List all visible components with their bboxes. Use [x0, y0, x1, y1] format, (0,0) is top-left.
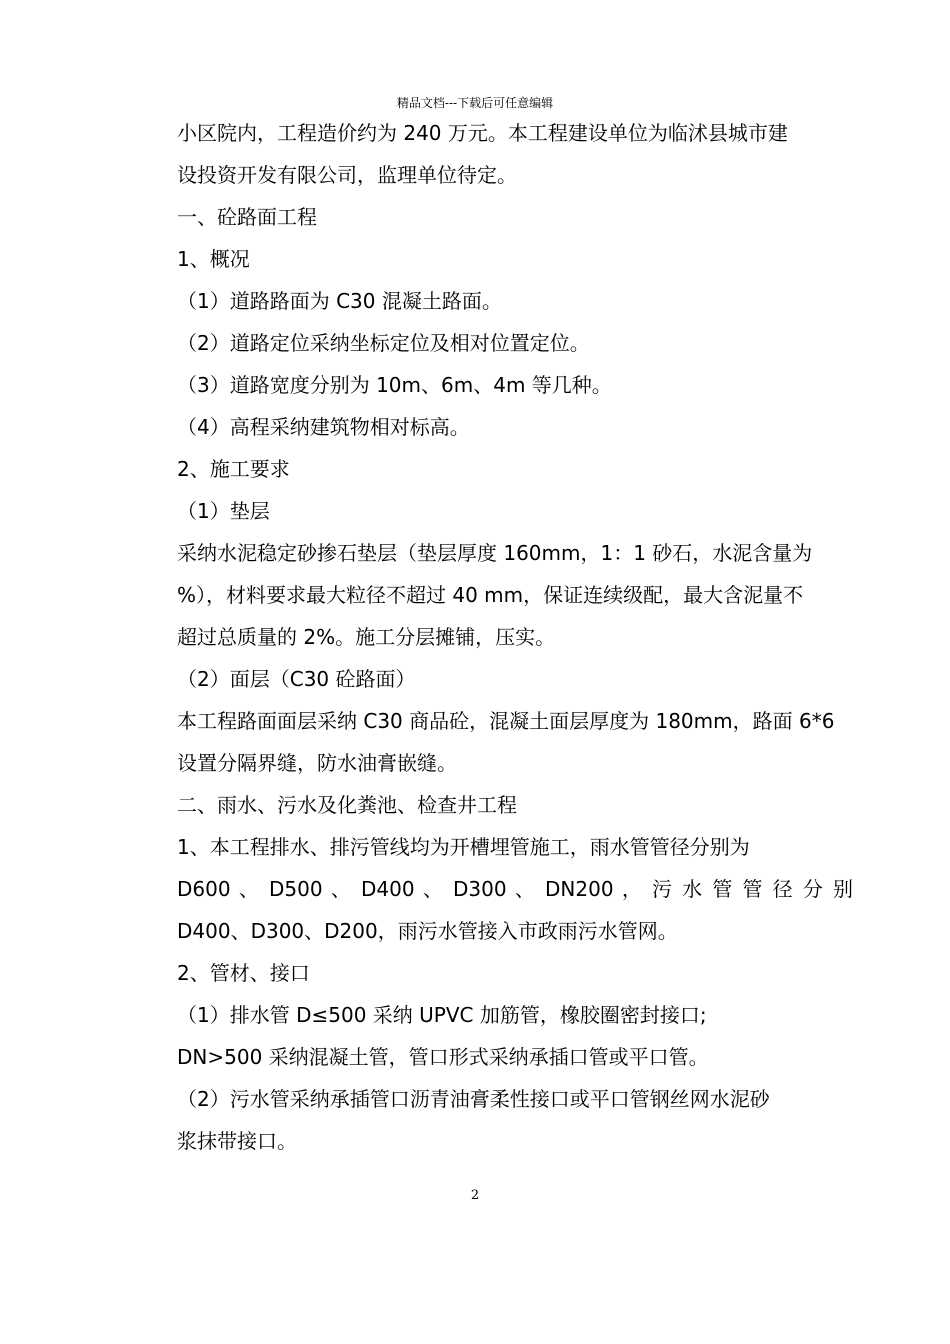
- text-line: D400、D300、D200，雨污水管接入市政雨污水管网。: [177, 919, 678, 943]
- subsection-heading: 2、管材、接口: [177, 961, 310, 985]
- text-line: （4）高程采纳建筑物相对标高。: [177, 415, 470, 439]
- text-line: 超过总质量的 2%。施工分层摊铺，压实。: [177, 625, 556, 649]
- text-line: 浆抹带接口。: [177, 1129, 297, 1153]
- page-header: 精品文档---下载后可任意编辑: [396, 96, 554, 110]
- text-line: （2）污水管采纳承插管口沥青油膏柔性接口或平口管钢丝网水泥砂: [177, 1087, 770, 1111]
- text-line: %），材料要求最大粒径不超过 40 mm，保证连续级配，最大含泥量不: [177, 583, 804, 607]
- text-line: 小区院内，工程造价约为 240 万元。本工程建设单位为临沭县城市建: [177, 121, 788, 145]
- subsection-heading: 2、施工要求: [177, 457, 290, 481]
- text-line: 采纳水泥稳定砂掺石垫层（垫层厚度 160mm，1：1 砂石，水泥含量为: [177, 541, 813, 565]
- text-line: （1）道路路面为 C30 混凝土路面。: [177, 289, 502, 313]
- subsection-heading: 1、概况: [177, 247, 250, 271]
- text-line: 本工程路面面层采纳 C30 商品砼，混凝土面层厚度为 180mm，路面 6*6: [177, 709, 835, 733]
- page-number: 2: [470, 1188, 480, 1203]
- text-line: 1、本工程排水、排污管线均为开槽埋管施工，雨水管管径分别为: [177, 835, 750, 859]
- text-line: D600 、 D500 、 D400 、 D300 、 DN200 ， 污 水 管 管 径 分 别: [177, 877, 853, 901]
- text-line: （2）面层（C30 砼路面）: [177, 667, 416, 691]
- text-line: （3）道路宽度分别为 10m、6m、4m 等几种。: [177, 373, 612, 397]
- text-line: （2）道路定位采纳坐标定位及相对位置定位。: [177, 331, 590, 355]
- text-line: （1）垫层: [177, 499, 270, 523]
- section-heading: 二、雨水、污水及化粪池、检查井工程: [177, 793, 517, 817]
- text-line: （1）排水管 D≤500 采纳 UPVC 加筋管，橡胶圈密封接口;: [177, 1003, 707, 1027]
- text-line: DN>500 采纳混凝土管，管口形式采纳承插口管或平口管。: [177, 1045, 709, 1069]
- document-body: [177, 112, 853, 1162]
- text-line: 设置分隔界缝，防水油膏嵌缝。: [177, 751, 457, 775]
- section-heading: 一、砼路面工程: [177, 205, 317, 229]
- text-line: 设投资开发有限公司，监理单位待定。: [177, 163, 517, 187]
